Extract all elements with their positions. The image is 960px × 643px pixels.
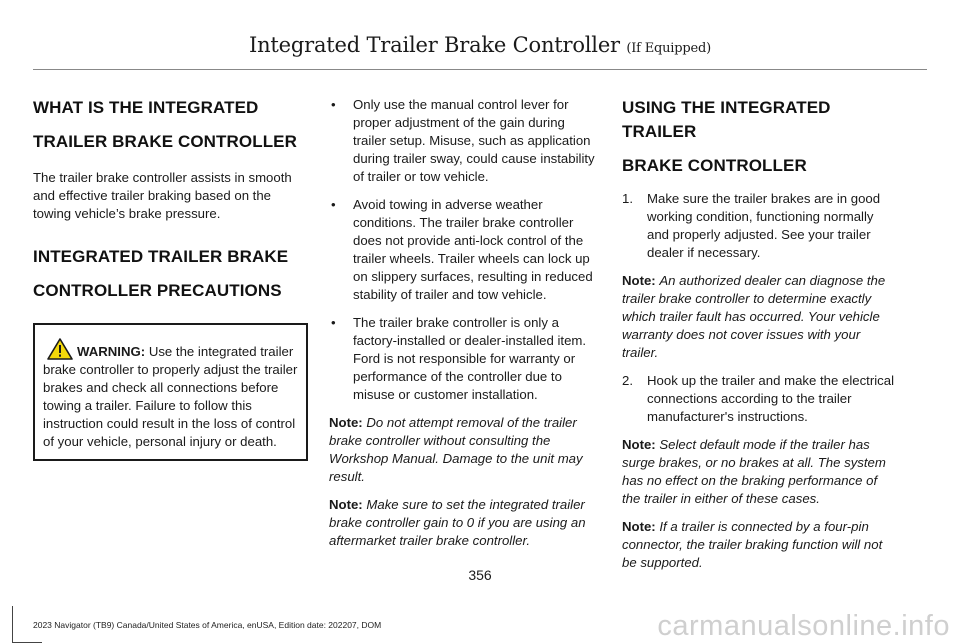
page-number: 356	[468, 567, 492, 583]
list-item: • The trailer brake controller is only a factory-installed or dealer-installed item. Ford is not responsible for warranty or performance of the controller due to misuse or customer installation.	[331, 315, 587, 402]
section-heading-using: USING THE INTEGRATED TRAILER BRAKE CONTROLLER	[622, 98, 831, 175]
note-gain: Note: Make sure to set the integrated trailer brake controller gain to 0 if you are using an aftermarket trailer brake controller.	[329, 497, 586, 548]
warning-label: WARNING:	[77, 344, 146, 359]
intro-paragraph: The trailer brake controller assists in smooth and effective trailer braking based on the towing vehicle’s brake pressure.	[33, 170, 292, 221]
header-subtitle: (If Equipped)	[626, 41, 711, 56]
column-left	[33, 96, 308, 461]
steps-list-1	[622, 190, 898, 262]
section-heading-what-is: WHAT IS THE INTEGRATED TRAILER BRAKE CONTROLLER	[33, 98, 297, 151]
note-four-pin: Note: If a trailer is connected by a four-pin connector, the trailer braking function will not be supported.	[622, 519, 883, 570]
steps-list-2	[622, 372, 898, 426]
column-middle	[329, 96, 601, 550]
header-title-text: Integrated Trailer Brake Controller	[249, 33, 620, 57]
precautions-list	[329, 96, 601, 404]
list-item: • Only use the manual control lever for proper adjustment of the gain during trailer setup. Misuse, such as application during trailer sway, could cause instability of trailer or tow vehicle.	[331, 97, 595, 184]
note-dealer: Note: An authorized dealer can diagnose the trailer brake controller to determine exactly which trailer fault has occurred. Your vehicle warranty does not cover issues with your trailer.	[622, 273, 886, 360]
crop-mark	[12, 606, 13, 643]
section-heading-precautions: INTEGRATED TRAILER BRAKE CONTROLLER PRECAUTIONS	[33, 247, 289, 300]
edition-footer: 2023 Navigator (TB9) Canada/United States of America, enUSA, Edition date: 202207, DOM	[33, 620, 382, 630]
note-surge: Note: Select default mode if the trailer has surge brakes, or no brakes at all. The system has no effect on the braking performance of the trailer in either of these cases.	[622, 437, 886, 506]
column-right	[622, 96, 898, 572]
note-removal: Note: Do not attempt removal of the trailer brake controller without consulting the Workshop Manual. Damage to the unit may result.	[329, 415, 583, 484]
list-item: • Avoid towing in adverse weather conditions. The trailer brake controller does not provide anti-lock control of the trailer wheels. Trailer wheels can lock up on slippery surfaces, resulting in reduced stability of trailer and tow vehicle.	[331, 197, 593, 302]
warning-text: Use the integrated trailer brake controller to properly adjust the trailer brakes and check all connections before towing a trailer. Failure to follow this instruction could result in the loss of control of your vehicle, personal injury or death.	[43, 344, 298, 449]
watermark: carmanualsonline.info	[657, 610, 950, 642]
warning-box	[33, 323, 308, 461]
warning-triangle-icon	[47, 338, 73, 360]
page-header-title	[0, 33, 960, 57]
header-divider	[33, 69, 927, 70]
list-item: 2. Hook up the trailer and make the electrical connections according to the trailer manufacturer's instructions.	[622, 373, 895, 424]
list-item: 1. Make sure the trailer brakes are in good working condition, functioning normally and properly adjusted. See your trailer dealer if necessary.	[622, 191, 881, 260]
